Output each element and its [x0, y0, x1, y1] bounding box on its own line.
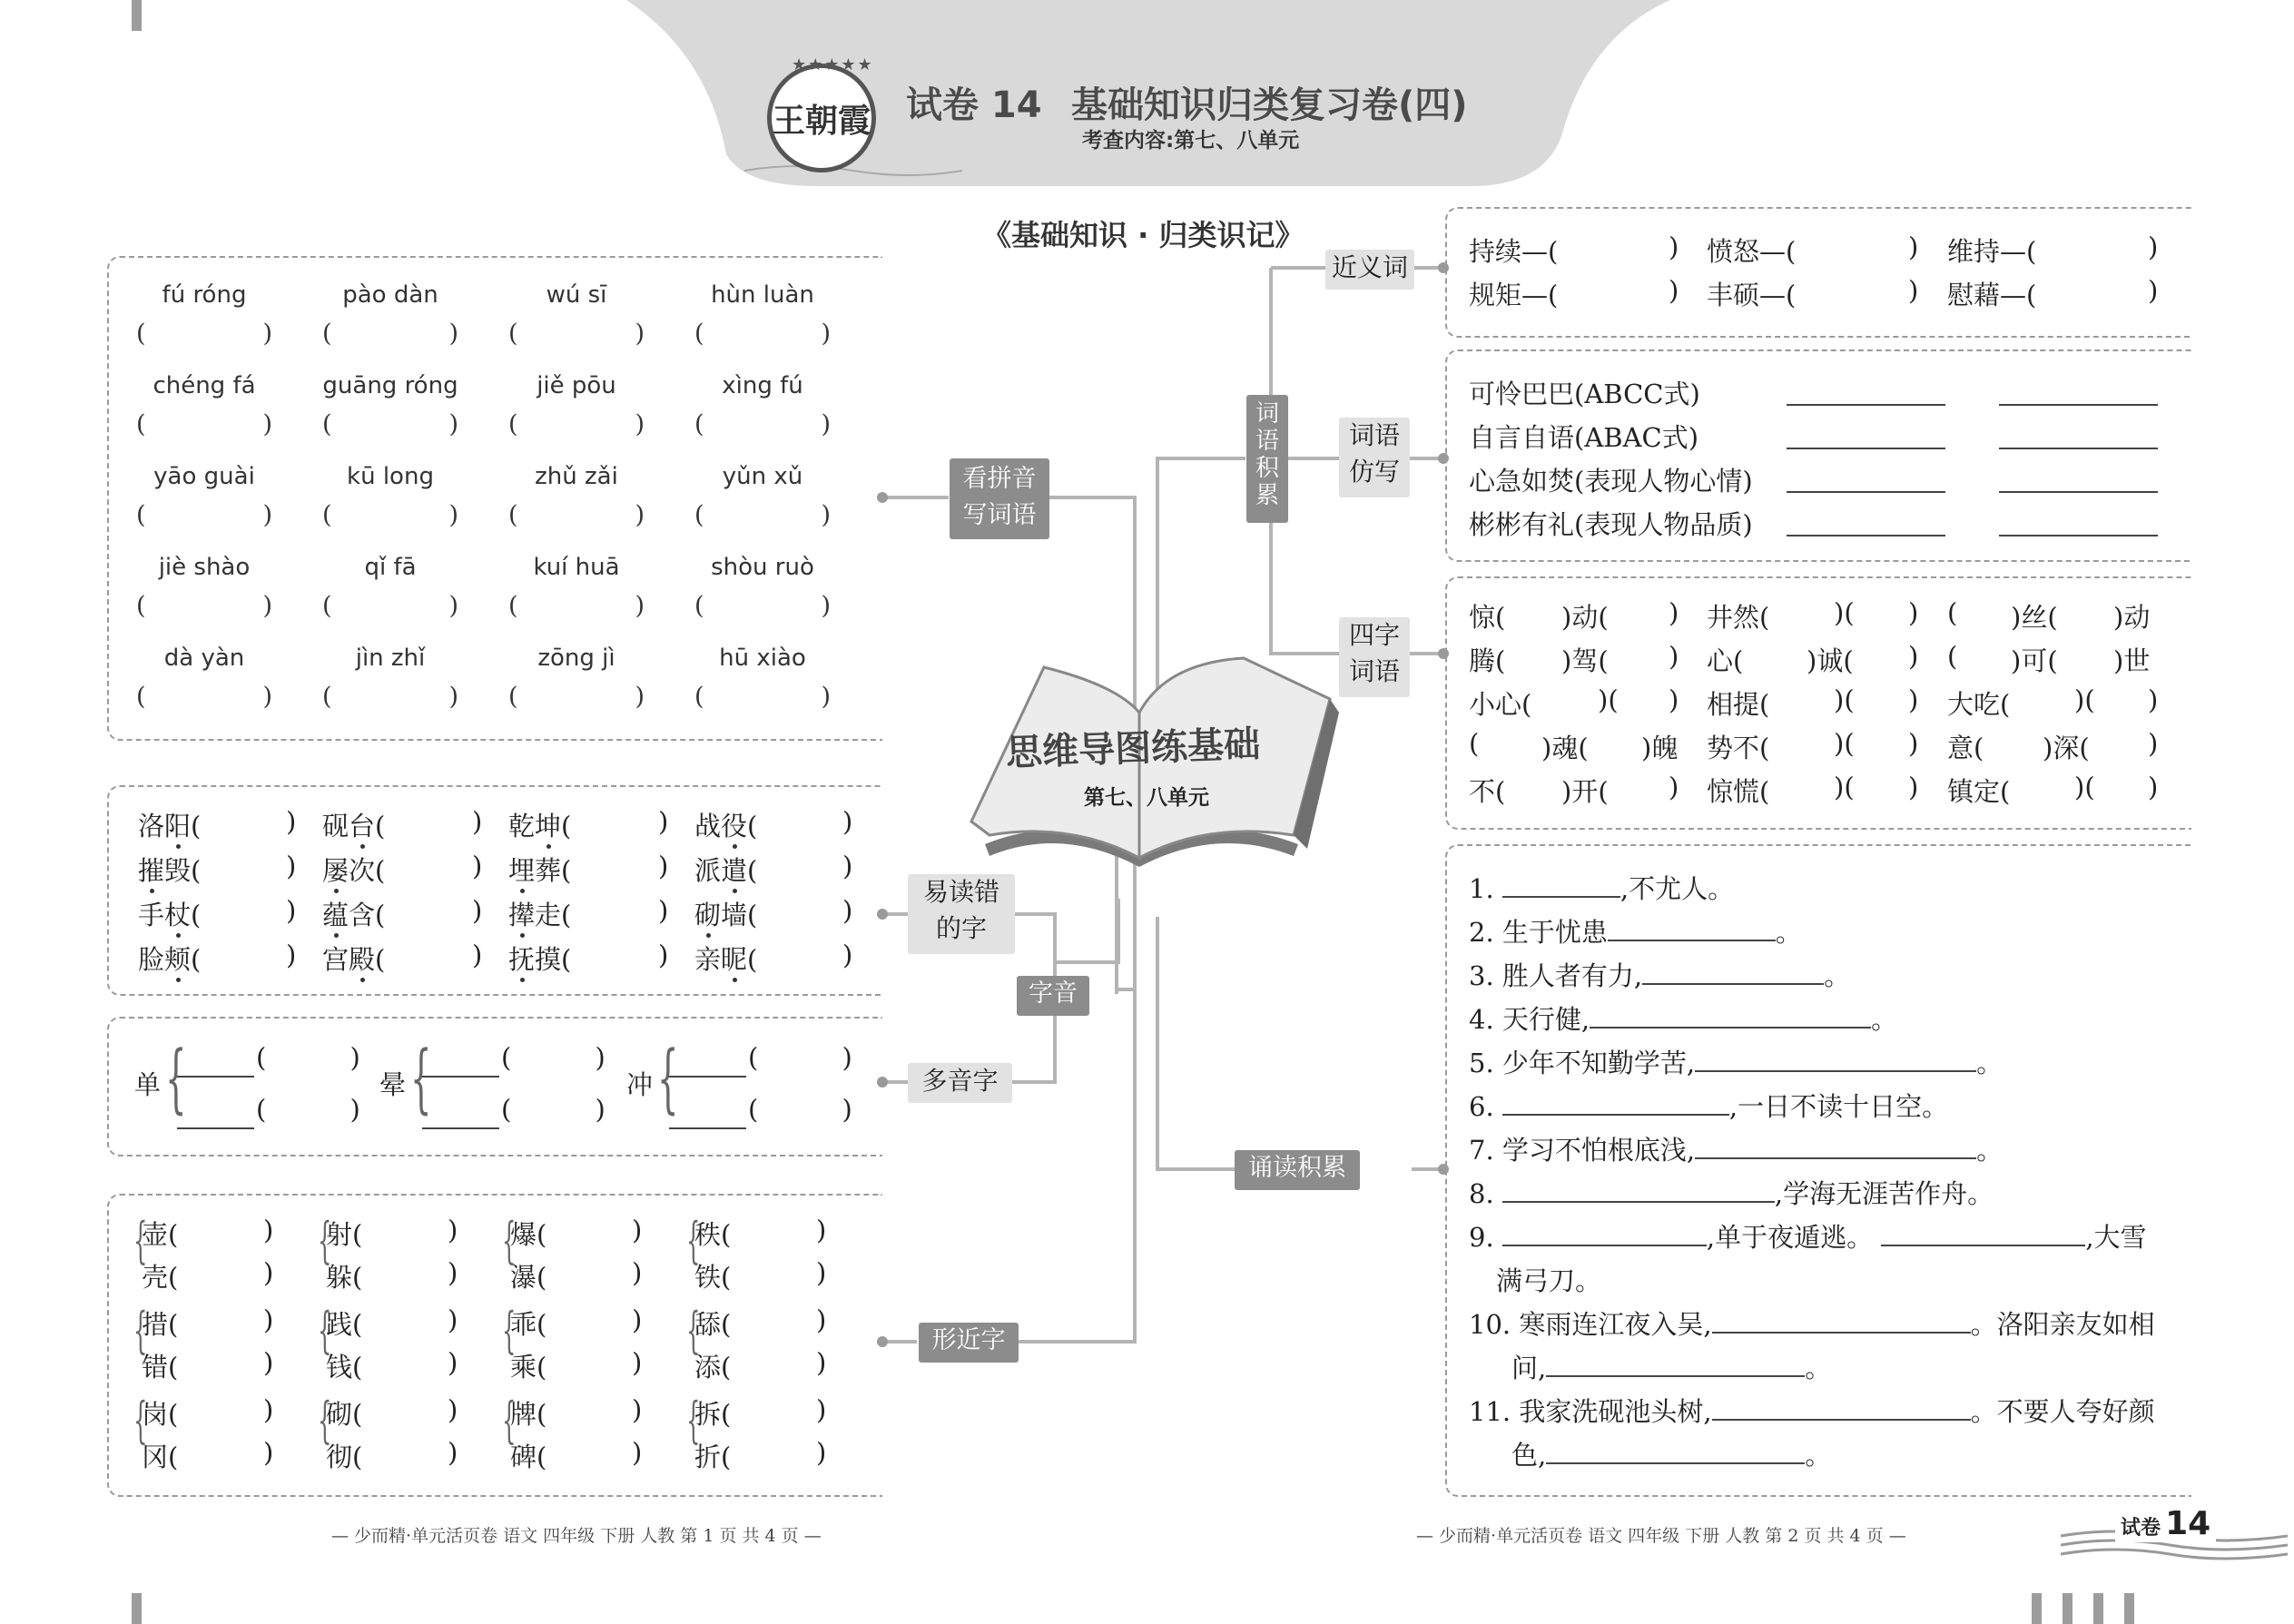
brace-icon: { [686, 1302, 701, 1359]
idiom-part: ) [1669, 641, 1679, 672]
imitate-prompt: 自言自语(ABAC式) [1469, 422, 1699, 453]
answer-line[interactable] [1787, 402, 1945, 406]
bracket-close: ) [448, 1347, 458, 1378]
idiom-part: ) [1908, 728, 1919, 759]
answer-bracket[interactable]: ( ) [136, 501, 272, 529]
recite-q11-cont[interactable]: 色, 。 [1511, 1440, 1832, 1471]
brace-icon: { [133, 1302, 148, 1359]
recite-q5[interactable]: 5. 少年不知勤学苦, 。 [1469, 1048, 2004, 1078]
recite-q9-cont: 满弓刀。 [1496, 1265, 1602, 1296]
bracket-right-icon: 》 [1275, 218, 1305, 252]
footer-badge [2115, 1505, 2216, 1542]
idiom-part[interactable]: ( [1947, 641, 1958, 672]
pinyin-text: wú sī [546, 281, 607, 309]
answer-bracket[interactable]: ( ) [136, 683, 272, 711]
recite-q7[interactable]: 7. 学习不怕根底浅, 。 [1469, 1135, 2004, 1166]
pinyin-text: zōng jì [537, 645, 615, 672]
node-recitation: 诵读积累 [1235, 1150, 1360, 1190]
pinyin-text: jiè shào [158, 554, 251, 581]
node-pinyin-line1: 看拼音 [962, 465, 1037, 493]
bracket-close: ) [632, 1304, 643, 1335]
bracket-close: ) [816, 1304, 827, 1335]
bracket-close: ) [263, 1394, 274, 1425]
misread-item[interactable]: 亲昵( [694, 944, 758, 975]
answer-line[interactable] [177, 1126, 254, 1129]
recite-q1[interactable]: 1. ,不尤人。 [1469, 873, 1735, 904]
bracket-close: ) [1669, 231, 1679, 262]
similar-char-item[interactable]: 拆( [694, 1399, 732, 1430]
recite-q3[interactable]: 3. 胜人者有力, 。 [1469, 960, 1851, 991]
pinyin-text: xìng fú [722, 372, 803, 399]
node-imitate [1339, 418, 1410, 497]
bracket-pair[interactable]: ( ) [256, 1042, 360, 1073]
idiom-part[interactable]: )诚( [1807, 645, 1854, 676]
answer-line[interactable] [669, 1074, 746, 1078]
bracket-close: ) [632, 1257, 643, 1288]
bracket-pair[interactable]: ( ) [748, 1094, 852, 1125]
idiom-part: ) [1908, 772, 1919, 802]
answer-bracket[interactable]: ( ) [136, 592, 272, 620]
bracket-close: ) [2148, 231, 2159, 262]
bracket-close: ) [1908, 231, 1919, 262]
bracket-close: ) [842, 895, 853, 926]
idiom-part[interactable]: ( [1469, 728, 1480, 759]
answer-bracket[interactable]: ( ) [136, 410, 272, 438]
misread-item[interactable]: 洛阳( [138, 811, 202, 842]
pinyin-text: fú róng [162, 281, 247, 309]
idiom-part[interactable]: 惊( [1469, 602, 1506, 633]
pinyin-text: qǐ fā [364, 554, 417, 581]
node-easy-misread-line2: 的字 [935, 913, 987, 943]
similar-chars-box [107, 1194, 882, 1497]
idiom-part[interactable]: 势不( [1707, 733, 1770, 763]
idiom-part[interactable]: )开( [1561, 776, 1609, 807]
bracket-close: ) [632, 1394, 643, 1425]
answer-bracket[interactable]: ( ) [322, 410, 458, 438]
idiom-part: ) [2148, 684, 2159, 715]
similar-char-item[interactable]: 牌( [510, 1399, 547, 1430]
polyphone-char: 冲 [626, 1069, 654, 1100]
idiom-part: )动 [2113, 602, 2151, 633]
idiom-part[interactable]: 不( [1469, 776, 1506, 807]
bracket-close: ) [286, 895, 297, 926]
answer-line[interactable] [669, 1126, 746, 1129]
answer-line[interactable] [1787, 489, 1945, 493]
similar-char-item[interactable]: 壶( [142, 1219, 179, 1250]
similar-char-item[interactable]: 措( [142, 1309, 179, 1340]
pinyin-text: kuí huā [533, 554, 620, 581]
polyphone-char: 单 [134, 1069, 162, 1100]
answer-line[interactable] [1999, 489, 2158, 493]
imitate-prompt: 彬彬有礼(表现人物品质) [1469, 509, 1753, 540]
idiom-part[interactable]: ( [1947, 597, 1958, 628]
answer-line[interactable] [1787, 446, 1945, 449]
recite-q10-cont[interactable]: 问, 。 [1511, 1353, 1832, 1383]
bracket-close: ) [472, 895, 483, 926]
synonym-item[interactable]: 丰硕—( [1707, 280, 1797, 310]
section-title-text: 基础知识 · 归类识记 [1011, 218, 1275, 252]
idiom-part[interactable]: 小心( [1469, 689, 1532, 720]
recite-q11[interactable]: 11. 我家洗砚池头树, 。不要人夸好颜 [1469, 1396, 2155, 1427]
brace-icon: { [686, 1212, 701, 1269]
answer-bracket[interactable]: ( ) [322, 592, 458, 620]
bracket-close: ) [472, 851, 483, 881]
footer-badge-label: 试卷 [2121, 1517, 2161, 1540]
polyphone-box [107, 1017, 882, 1156]
node-four-char [1339, 617, 1410, 697]
pinyin-text: yǔn xǔ [722, 463, 803, 490]
answer-line[interactable] [1787, 533, 1945, 536]
exam-title: 基础知识归类复习卷(四) [1071, 84, 1468, 126]
idiom-part: ) [1908, 597, 1919, 628]
answer-bracket[interactable]: ( ) [508, 592, 645, 620]
bracket-close: ) [658, 806, 669, 837]
node-ciyu-text: 词语积累 [1255, 400, 1280, 509]
recite-q8[interactable]: 8. ,学海无涯苦作舟。 [1469, 1178, 1994, 1209]
footer-right: — 少而精·单元活页卷 语文 四年级 下册 人教 第 2 页 共 4 页 — [1416, 1526, 1906, 1546]
node-zhiyin: 字音 [1017, 976, 1089, 1016]
exam-number: 试卷 14 [906, 84, 1042, 126]
similar-char-item[interactable]: 瀑( [510, 1262, 547, 1293]
node-imitate-line1: 词语 [1348, 420, 1400, 450]
similar-char-item[interactable]: 碑( [510, 1442, 547, 1472]
idiom-part[interactable]: )( [1834, 772, 1855, 802]
synonym-item[interactable]: 维持—( [1947, 236, 2037, 267]
answer-line[interactable] [177, 1074, 254, 1078]
similar-char-item[interactable]: 躲( [326, 1262, 363, 1293]
pinyin-text: chéng fá [153, 372, 256, 399]
misread-item[interactable]: 屡次( [322, 855, 386, 886]
node-similar-chars: 形近字 [919, 1323, 1019, 1363]
answer-bracket[interactable]: ( ) [694, 320, 831, 348]
bracket-close: ) [2148, 275, 2159, 306]
node-four-char-line1: 四字 [1348, 620, 1400, 650]
synonym-item[interactable]: 慰藉—( [1947, 280, 2037, 310]
bracket-close: ) [816, 1394, 827, 1425]
recite-q10[interactable]: 10. 寒雨连江夜入吴, 。洛阳亲友如相 [1469, 1309, 2155, 1340]
idiom-part: )世 [2113, 645, 2151, 676]
answer-line[interactable] [1999, 446, 2158, 449]
idiom-part: ) [1669, 772, 1679, 802]
idiom-part[interactable]: )( [2074, 772, 2095, 802]
polyphone-char: 晕 [379, 1069, 407, 1100]
idiom-part[interactable]: )可( [2011, 645, 2058, 676]
bracket-close: ) [816, 1215, 827, 1245]
idiom-part[interactable]: )( [1598, 684, 1619, 715]
similar-char-item[interactable]: 铁( [694, 1262, 732, 1293]
answer-bracket[interactable]: ( ) [322, 320, 458, 348]
misread-item[interactable]: 脸颊( [138, 944, 202, 975]
bracket-close: ) [286, 806, 297, 837]
pinyin-text: kū long [347, 463, 434, 490]
bracket-close: ) [658, 895, 669, 926]
similar-char-item[interactable]: 错( [142, 1352, 179, 1383]
answer-bracket[interactable]: ( ) [322, 683, 458, 711]
answer-bracket[interactable]: ( ) [508, 320, 645, 348]
pinyin-text: jìn zhǐ [355, 645, 426, 672]
synonym-box [1445, 207, 2191, 338]
idiom-part[interactable]: 心( [1707, 645, 1744, 676]
center-title: 思维导图练基础 [1005, 723, 1261, 774]
misread-item[interactable]: 手杖( [138, 900, 202, 930]
answer-bracket[interactable]: ( ) [508, 410, 645, 438]
brace-icon: { [657, 1036, 679, 1122]
bracket-close: ) [472, 940, 483, 970]
synonym-item[interactable]: 规矩—( [1469, 280, 1559, 310]
bracket-close: ) [263, 1304, 274, 1335]
idiom-part[interactable]: )动( [1561, 602, 1609, 633]
answer-bracket[interactable]: ( ) [694, 501, 831, 529]
idiom-part[interactable]: )魂( [1541, 733, 1589, 763]
similar-char-item[interactable]: 添( [694, 1352, 732, 1383]
answer-bracket[interactable]: ( ) [694, 683, 831, 711]
idiom-part: ) [1908, 641, 1919, 672]
answer-line[interactable] [1999, 402, 2158, 406]
node-pinyin [950, 458, 1049, 539]
idiom-part: ) [1669, 597, 1679, 628]
pinyin-text: dà yàn [163, 645, 245, 672]
idiom-part[interactable]: )( [1834, 728, 1855, 759]
brace-icon: { [165, 1036, 187, 1122]
bracket-close: ) [816, 1347, 827, 1378]
idiom-part[interactable]: )( [2074, 684, 2095, 715]
bracket-pair[interactable]: ( ) [501, 1094, 605, 1125]
bracket-close: ) [632, 1347, 643, 1378]
bracket-close: ) [448, 1215, 458, 1245]
node-easy-misread [908, 874, 1015, 954]
idiom-part[interactable]: )深( [2043, 733, 2090, 763]
answer-line[interactable] [1999, 533, 2158, 536]
similar-char-item[interactable]: 乘( [510, 1352, 547, 1383]
bracket-close: ) [816, 1257, 827, 1288]
synonym-item[interactable]: 持续—( [1469, 236, 1559, 267]
bracket-close: ) [263, 1215, 274, 1245]
similar-char-item[interactable]: 钱( [326, 1352, 363, 1383]
bracket-close: ) [816, 1437, 827, 1468]
idiom-part[interactable]: )( [1834, 597, 1855, 628]
bracket-close: ) [286, 851, 297, 881]
bracket-close: ) [632, 1437, 643, 1468]
misread-box [107, 785, 882, 996]
bracket-close: ) [448, 1394, 458, 1425]
brace-icon: { [686, 1392, 701, 1449]
recite-q4[interactable]: 4. 天行健, 。 [1469, 1004, 1898, 1035]
similar-char-item[interactable]: 践( [326, 1309, 363, 1340]
answer-line[interactable] [422, 1074, 499, 1078]
bracket-close: ) [263, 1347, 274, 1378]
node-ciyu [1246, 395, 1288, 523]
answer-bracket[interactable]: ( ) [136, 320, 272, 348]
pinyin-text: hùn luàn [711, 281, 814, 309]
bracket-close: ) [472, 806, 483, 837]
center-subtitle: 第七、八单元 [1084, 785, 1209, 810]
pinyin-text: jiě pōu [537, 372, 616, 399]
pinyin-text: zhǔ zǎi [535, 463, 618, 490]
brace-icon: { [133, 1392, 148, 1449]
similar-char-item[interactable]: 彻( [326, 1442, 363, 1472]
imitate-prompt: 可怜巴巴(ABCC式) [1469, 379, 1700, 409]
bracket-close: ) [842, 940, 853, 970]
brace-icon: { [318, 1392, 332, 1449]
bracket-close: ) [448, 1304, 458, 1335]
recite-q6[interactable]: 6. ,一日不读十日空。 [1469, 1091, 1949, 1122]
misread-item[interactable]: 撵走( [508, 900, 572, 930]
bracket-close: ) [842, 806, 853, 837]
bracket-close: ) [448, 1257, 458, 1288]
bracket-close: ) [286, 940, 297, 970]
brace-icon: { [133, 1212, 148, 1269]
footer-badge-number: 14 [2165, 1505, 2211, 1542]
misread-item[interactable]: 砌墙( [694, 900, 758, 930]
synonym-item[interactable]: 愤怒—( [1707, 236, 1797, 267]
brace-icon: { [502, 1392, 517, 1449]
similar-char-item[interactable]: 射( [326, 1219, 363, 1250]
misread-item[interactable]: 摧毁( [138, 855, 202, 886]
bracket-pair[interactable]: ( ) [748, 1042, 852, 1073]
idiom-part[interactable]: 惊慌( [1707, 776, 1770, 807]
star-icon: ★★★★★ [792, 55, 874, 74]
bracket-pair[interactable]: ( ) [256, 1094, 360, 1125]
misread-item[interactable]: 乾坤( [508, 811, 572, 842]
pinyin-text: yāo guài [153, 463, 255, 490]
idiom-part[interactable]: )驾( [1561, 645, 1609, 676]
idiom-part[interactable]: 大吃( [1947, 689, 2011, 720]
answer-bracket[interactable]: ( ) [508, 683, 645, 711]
bracket-close: ) [263, 1257, 274, 1288]
brace-icon: { [502, 1302, 517, 1359]
bracket-close: ) [263, 1437, 274, 1468]
similar-char-item[interactable]: 冈( [142, 1442, 179, 1472]
imitate-prompt: 心急如焚(表现人物心情) [1469, 466, 1753, 497]
misread-item[interactable]: 蕴含( [322, 900, 386, 930]
idiom-part[interactable]: 腾( [1469, 645, 1506, 676]
misread-item[interactable]: 宫殿( [322, 944, 386, 975]
recite-q2[interactable]: 2. 生于忧患 。 [1469, 917, 1802, 948]
answer-bracket[interactable]: ( ) [508, 501, 645, 529]
bracket-close: ) [1669, 275, 1679, 306]
node-imitate-line2: 仿写 [1348, 457, 1400, 487]
similar-char-item[interactable]: 爆( [510, 1219, 547, 1250]
similar-char-item[interactable]: 舔( [694, 1309, 732, 1340]
bracket-close: ) [632, 1215, 643, 1245]
idiom-part: ) [2148, 772, 2159, 802]
misread-item[interactable]: 派遣( [694, 855, 758, 886]
similar-char-item[interactable]: 秩( [694, 1219, 732, 1250]
pinyin-text: guāng róng [322, 372, 458, 399]
similar-char-item[interactable]: 乖( [510, 1309, 547, 1340]
brace-icon: { [318, 1212, 332, 1269]
bracket-close: ) [448, 1437, 458, 1468]
footer-left: — 少而精·单元活页卷 语文 四年级 下册 人教 第 1 页 共 4 页 — [331, 1526, 822, 1546]
misread-item[interactable]: 抚摸( [508, 944, 572, 975]
similar-char-item[interactable]: 岗( [142, 1399, 179, 1430]
bracket-close: ) [658, 940, 669, 970]
idiom-part[interactable]: 井然( [1707, 602, 1770, 633]
idiom-part: )魄 [1641, 733, 1679, 763]
idiom-part[interactable]: 相提( [1707, 689, 1770, 720]
node-synonym: 近义词 [1325, 250, 1414, 290]
bracket-pair[interactable]: ( ) [501, 1042, 605, 1073]
node-easy-misread-line1: 易读错 [922, 877, 999, 907]
similar-char-item[interactable]: 壳( [142, 1262, 179, 1293]
idiom-part: ) [1908, 684, 1919, 715]
idiom-part[interactable]: 意( [1947, 733, 1984, 763]
idiom-part: ) [2148, 728, 2159, 759]
logo-text: 王朝霞 [772, 101, 871, 140]
idiom-part[interactable]: )( [1834, 684, 1855, 715]
pinyin-text: pào dàn [342, 281, 438, 309]
idiom-part: ) [1669, 684, 1679, 715]
answer-line[interactable] [422, 1126, 499, 1129]
node-pinyin-line2: 写词语 [962, 501, 1037, 529]
pinyin-text: hū xiào [719, 645, 806, 672]
answer-bracket[interactable]: ( ) [694, 410, 831, 438]
bracket-close: ) [842, 851, 853, 881]
exam-scope: 考查内容:第七、八单元 [1082, 129, 1300, 153]
misread-item[interactable]: 埋葬( [508, 855, 572, 886]
similar-char-item[interactable]: 折( [694, 1442, 732, 1472]
brace-icon: { [318, 1302, 332, 1359]
recite-q9[interactable]: 9. ,单于夜遁逃。 ,大雪 [1469, 1222, 2147, 1253]
idiom-part[interactable]: )丝( [2011, 602, 2058, 633]
idiom-part[interactable]: 镇定( [1947, 776, 2011, 807]
misread-item[interactable]: 战役( [694, 811, 758, 842]
node-four-char-line2: 词语 [1348, 656, 1400, 686]
brace-icon: { [410, 1036, 432, 1122]
bracket-left-icon: 《 [982, 218, 1012, 252]
similar-char-item[interactable]: 砌( [326, 1399, 363, 1430]
brace-icon: { [502, 1212, 517, 1269]
book-icon [935, 649, 1344, 894]
bracket-close: ) [1908, 275, 1919, 306]
pinyin-text: shòu ruò [711, 554, 814, 581]
misread-item[interactable]: 砚台( [322, 811, 386, 842]
bracket-close: ) [658, 851, 669, 881]
answer-bracket[interactable]: ( ) [694, 592, 831, 620]
answer-bracket[interactable]: ( ) [322, 501, 458, 529]
node-polyphone: 多音字 [908, 1063, 1012, 1103]
